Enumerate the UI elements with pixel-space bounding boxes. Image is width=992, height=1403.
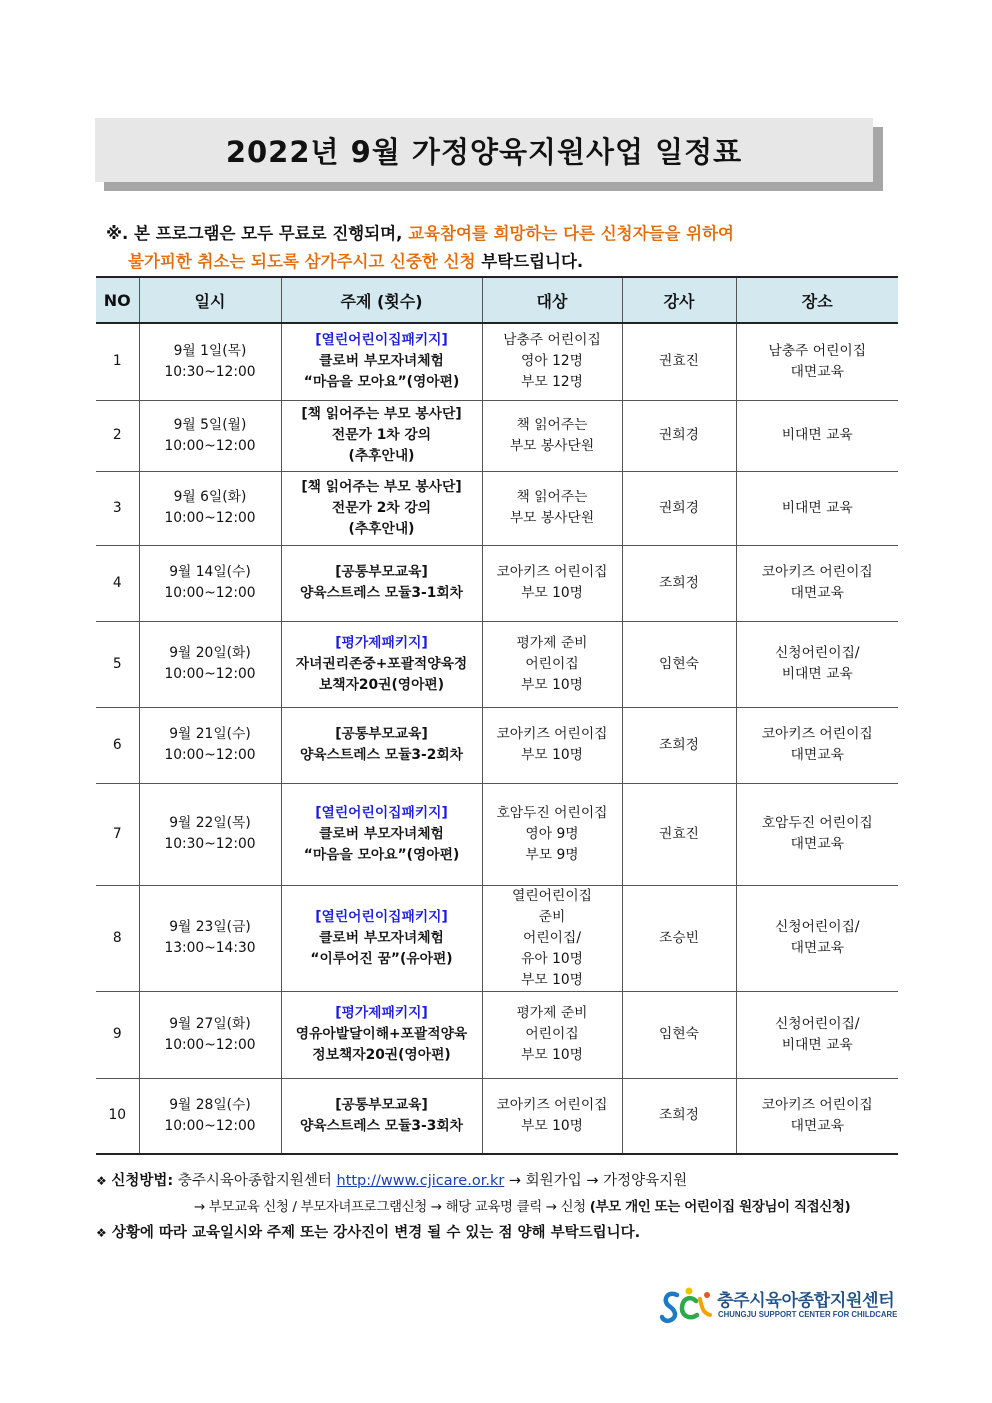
- change-notice-row: [96, 1220, 926, 1246]
- apply-label: 신청방법:: [111, 1173, 174, 1189]
- place-line: 대면교육: [790, 1117, 844, 1134]
- apply-text: 충주시육아종합지원센터: [177, 1173, 332, 1189]
- cell-datetime: [139, 471, 281, 545]
- cell-instructor: 조희정: [622, 707, 736, 783]
- cell-time: 10:30~12:00: [164, 363, 256, 380]
- topic-line: “마음을 모아요”(영아편): [303, 846, 460, 863]
- topic-tag: [공통부모교육]: [335, 1096, 428, 1113]
- cell-target: [482, 471, 622, 545]
- cell-instructor: 조희정: [622, 1078, 736, 1154]
- place-line: 비대면 교육: [781, 427, 853, 443]
- cell-datetime: [139, 323, 281, 400]
- cell-place: [736, 783, 898, 885]
- target-line: 부모 봉사단원: [509, 437, 595, 454]
- target-line: 부모 9명: [525, 846, 579, 863]
- logo-name-en: CHUNGJU SUPPORT CENTER FOR CHILDCARE: [718, 1310, 898, 1319]
- notice-line-2: [106, 248, 906, 276]
- target-line: 코아키즈 어린이집: [496, 1096, 608, 1113]
- header-no: NO: [96, 277, 139, 323]
- target-line: 준비: [538, 908, 566, 925]
- place-line: 대면교육: [790, 585, 844, 601]
- cell-target: [482, 1078, 622, 1154]
- cell-datetime: [139, 991, 281, 1078]
- cell-no: 10: [96, 1078, 139, 1154]
- cell-date: 9월 5일(월): [173, 416, 247, 433]
- place-line: 신청어린이집/: [774, 919, 860, 935]
- cell-no: 4: [96, 545, 139, 621]
- cell-time: 10:00~12:00: [164, 747, 256, 763]
- cell-target: [482, 783, 622, 885]
- cell-time: 10:00~12:00: [164, 666, 256, 682]
- place-line: 코아키즈 어린이집: [761, 1096, 873, 1113]
- table-row: [96, 545, 898, 621]
- footer-notes: [96, 1168, 926, 1246]
- table-row: [96, 707, 898, 783]
- table-row: [96, 471, 898, 545]
- topic-line: 자녀권리존중+포괄적양육정: [295, 655, 468, 672]
- cell-topic: [281, 400, 482, 471]
- topic-line: 영유아발달이해+포괄적양육: [295, 1026, 468, 1042]
- place-line: 비대면 교육: [781, 1036, 853, 1053]
- schedule-table: [96, 276, 898, 1155]
- cell-topic: [281, 991, 482, 1078]
- place-line: 신청어린이집/: [774, 1015, 860, 1032]
- cell-date: 9월 6일(화): [173, 489, 247, 505]
- cell-date: 9월 23일(금): [169, 919, 251, 935]
- cell-topic: [281, 1078, 482, 1154]
- cell-no: 2: [96, 400, 139, 471]
- header-target: 대상: [482, 277, 622, 323]
- table-row: [96, 991, 898, 1078]
- table-row: [96, 783, 898, 885]
- cell-instructor: 조희정: [622, 545, 736, 621]
- cell-instructor: 권희경: [622, 471, 736, 545]
- table-row: [96, 621, 898, 707]
- cell-target: [482, 545, 622, 621]
- target-line: 평가제 준비: [516, 1005, 588, 1021]
- cell-datetime: [139, 885, 281, 991]
- cell-instructor: 임현숙: [622, 991, 736, 1078]
- cell-datetime: [139, 707, 281, 783]
- cell-time: 10:00~12:00: [164, 1036, 256, 1053]
- cell-no: 5: [96, 621, 139, 707]
- notice: [106, 220, 906, 276]
- header-topic: 주제 (횟수): [281, 277, 482, 323]
- topic-line: 클로버 부모자녀체험: [319, 929, 444, 946]
- topic-line: 전문가 2차 강의: [331, 499, 432, 516]
- cell-date: 9월 27일(화): [169, 1015, 251, 1032]
- cell-target: [482, 400, 622, 471]
- cell-no: 3: [96, 471, 139, 545]
- target-line: 열린어린이집: [512, 887, 592, 904]
- apply-line2-bold: (부모 개인 또는 어린이집 원장님이 직접신청): [589, 1199, 851, 1215]
- cell-date: 9월 22일(목): [169, 815, 251, 831]
- logo-mark-icon: [660, 1285, 716, 1325]
- cell-no: 8: [96, 885, 139, 991]
- notice-text-1b: 교육참여를 희망하는 다른 신청자들을 위하여: [408, 224, 734, 243]
- cell-place: [736, 545, 898, 621]
- apply-method-row-2: [96, 1194, 926, 1220]
- notice-text-1a: ※. 본 프로그램은 모두 무료로 진행되며,: [106, 224, 409, 243]
- topic-tag: [책 읽어주는 부모 봉사단]: [301, 406, 462, 422]
- topic-line: 양육스트레스 모듈3-2회차: [299, 747, 463, 763]
- target-line: 책 읽어주는: [516, 416, 588, 433]
- table-row: [96, 885, 898, 991]
- header-datetime: 일시: [139, 277, 281, 323]
- cell-target: [482, 323, 622, 400]
- target-line: 부모 10명: [521, 971, 583, 988]
- topic-tag: [공통부모교육]: [335, 726, 428, 742]
- topic-line: (추후안내): [348, 448, 415, 464]
- cell-time: 10:00~12:00: [164, 437, 256, 454]
- cell-datetime: [139, 400, 281, 471]
- topic-line: 클로버 부모자녀체험: [319, 353, 444, 370]
- cell-target: [482, 991, 622, 1078]
- target-line: 평가제 준비: [516, 634, 588, 651]
- place-line: 대면교육: [790, 747, 844, 763]
- cell-topic: [281, 783, 482, 885]
- apply-steps: → 회원가입 → 가정양육지원: [508, 1173, 688, 1189]
- target-line: 부모 12명: [521, 374, 583, 391]
- table-row: [96, 1078, 898, 1154]
- cell-date: 9월 28일(수): [169, 1096, 251, 1113]
- topic-line: (추후안내): [348, 520, 415, 537]
- cell-place: [736, 885, 898, 991]
- cell-datetime: [139, 1078, 281, 1154]
- cell-instructor: 조승빈: [622, 885, 736, 991]
- place-line: 코아키즈 어린이집: [761, 564, 873, 580]
- cell-place: [736, 991, 898, 1078]
- target-line: 코아키즈 어린이집: [496, 564, 608, 580]
- topic-tag: [평가제패키지]: [335, 1005, 428, 1021]
- bullet-icon: ❖: [96, 1174, 107, 1188]
- topic-line: 정보책자20권(영아편): [312, 1047, 451, 1063]
- place-line: 대면교육: [790, 836, 844, 852]
- cell-date: 9월 1일(목): [173, 342, 247, 359]
- cell-place: [736, 400, 898, 471]
- target-line: 부모 10명: [521, 747, 583, 763]
- target-line: 어린이집: [525, 655, 579, 672]
- table-row: [96, 400, 898, 471]
- apply-link[interactable]: http://www.cjicare.or.kr: [336, 1173, 505, 1189]
- cell-place: [736, 323, 898, 400]
- place-line: 대면교육: [790, 940, 844, 956]
- cell-instructor: 임현숙: [622, 621, 736, 707]
- cell-target: [482, 621, 622, 707]
- place-line: 코아키즈 어린이집: [761, 726, 873, 742]
- target-line: 남충주 어린이집: [503, 332, 601, 349]
- apply-method-row: [96, 1168, 926, 1194]
- target-line: 유아 10명: [521, 950, 583, 967]
- center-logo: [660, 1285, 898, 1325]
- logo-name-ko: 충주시육아종합지원센터: [717, 1291, 895, 1311]
- cell-place: [736, 707, 898, 783]
- target-line: 호암두진 어린이집: [496, 804, 608, 821]
- notice-text-2b: 부탁드립니다.: [475, 252, 584, 271]
- cell-place: [736, 621, 898, 707]
- topic-line: 양육스트레스 모듈3-3회차: [299, 1117, 463, 1134]
- target-line: 책 읽어주는: [516, 489, 588, 505]
- topic-line: 전문가 1차 강의: [331, 427, 432, 443]
- notice-text-2a: 불가피한 취소는 되도록 삼가주시고 신중한 신청: [128, 252, 476, 271]
- place-line: 남충주 어린이집: [768, 342, 867, 359]
- cell-time: 13:00~14:30: [164, 940, 256, 956]
- cell-topic: [281, 885, 482, 991]
- target-line: 부모 10명: [521, 1047, 583, 1063]
- cell-place: [736, 471, 898, 545]
- cell-datetime: [139, 545, 281, 621]
- target-line: 부모 10명: [521, 585, 583, 601]
- cell-target: [482, 885, 622, 991]
- cell-datetime: [139, 621, 281, 707]
- header-instructor: 강사: [622, 277, 736, 323]
- bullet-icon: ❖: [96, 1226, 107, 1240]
- topic-tag: [평가제패키지]: [335, 634, 428, 651]
- topic-line: “이루어진 꿈”(유아편): [310, 950, 453, 967]
- target-line: 어린이집/: [523, 929, 581, 946]
- cell-time: 10:00~12:00: [164, 585, 256, 601]
- cell-target: [482, 707, 622, 783]
- cell-topic: [281, 323, 482, 400]
- cell-place: [736, 1078, 898, 1154]
- cell-datetime: [139, 783, 281, 885]
- topic-tag: [공통부모교육]: [335, 564, 428, 580]
- page-title: 2022년 9월 가정양육지원사업 일정표: [95, 118, 873, 182]
- cell-date: 9월 14일(수): [169, 564, 251, 580]
- topic-line: 보책자20권(영아편): [318, 676, 445, 693]
- header-place: 장소: [736, 277, 898, 323]
- target-line: 어린이집: [525, 1026, 579, 1042]
- cell-no: 6: [96, 707, 139, 783]
- topic-tag: [열린어린이집패키지]: [315, 332, 448, 349]
- table-row: [96, 323, 898, 400]
- target-line: 코아키즈 어린이집: [496, 726, 608, 742]
- cell-instructor: 권효진: [622, 323, 736, 400]
- cell-time: 10:00~12:00: [164, 510, 256, 526]
- cell-topic: [281, 471, 482, 545]
- cell-topic: [281, 707, 482, 783]
- target-line: 영아 9명: [525, 825, 579, 842]
- apply-line2-text: → 부모교육 신청 / 부모자녀프로그램신청 → 해당 교육명 클릭 → 신청: [194, 1199, 590, 1215]
- cell-topic: [281, 545, 482, 621]
- cell-date: 9월 21일(수): [169, 726, 251, 742]
- target-line: 부모 봉사단원: [509, 510, 595, 526]
- cell-date: 9월 20일(화): [169, 645, 251, 661]
- cell-no: 1: [96, 323, 139, 400]
- cell-no: 7: [96, 783, 139, 885]
- place-line: 비대면 교육: [781, 499, 853, 516]
- place-line: 신청어린이집/: [774, 645, 860, 661]
- target-line: 부모 10명: [521, 676, 583, 693]
- topic-tag: [열린어린이집패키지]: [315, 908, 448, 925]
- topic-tag: [열린어린이집패키지]: [315, 804, 448, 821]
- place-line: 대면교육: [790, 363, 844, 380]
- cell-no: 9: [96, 991, 139, 1078]
- cell-time: 10:00~12:00: [164, 1117, 256, 1134]
- cell-instructor: 권희경: [622, 400, 736, 471]
- topic-line: 클로버 부모자녀체험: [319, 825, 444, 842]
- topic-line: “마음을 모아요”(영아편): [303, 374, 460, 391]
- topic-tag: [책 읽어주는 부모 봉사단]: [301, 478, 462, 495]
- topic-line: 양육스트레스 모듈3-1회차: [299, 585, 463, 601]
- notice-line-1: [106, 220, 906, 248]
- target-line: 영아 12명: [521, 353, 583, 370]
- target-line: 부모 10명: [521, 1117, 583, 1134]
- change-notice-text: 상황에 따라 교육일시와 주제 또는 강사진이 변경 될 수 있는 점 양해 부탁드립니다.: [111, 1225, 641, 1241]
- cell-instructor: 권효진: [622, 783, 736, 885]
- place-line: 호암두진 어린이집: [761, 815, 873, 831]
- cell-topic: [281, 621, 482, 707]
- place-line: 비대면 교육: [781, 666, 853, 682]
- table-header-row: [96, 277, 898, 323]
- cell-time: 10:30~12:00: [164, 836, 256, 852]
